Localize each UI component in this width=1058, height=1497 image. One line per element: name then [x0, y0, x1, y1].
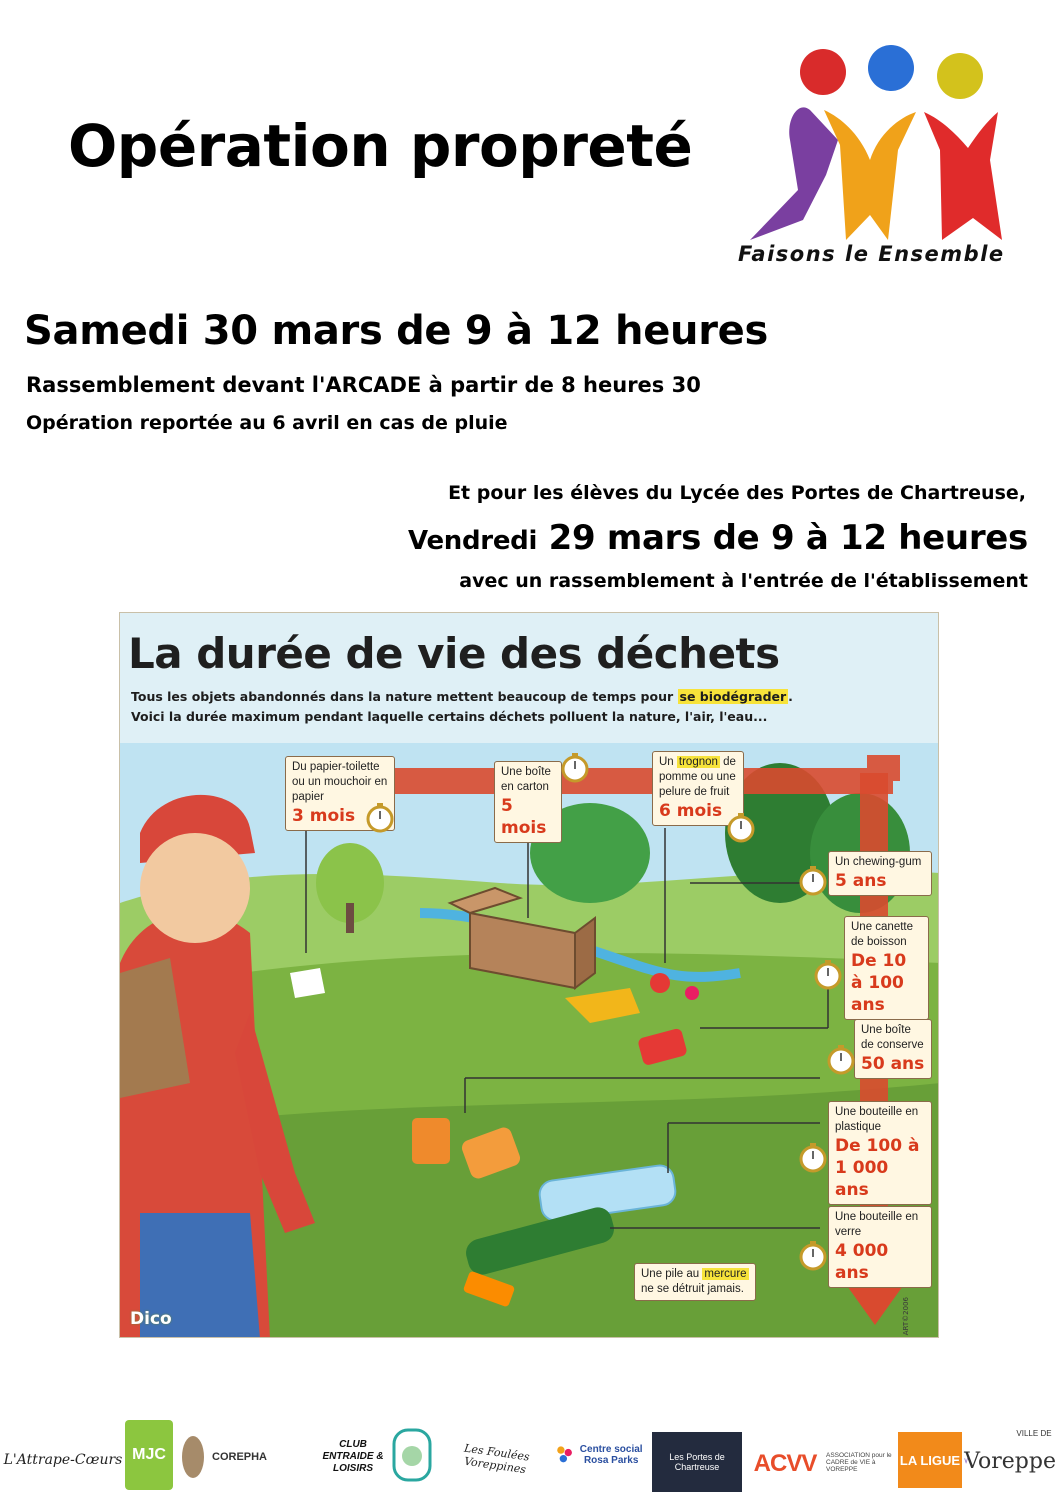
logo-red-figure [924, 112, 1002, 240]
sponsor-badge [390, 1426, 434, 1484]
card-bouteille-verre [828, 1206, 932, 1288]
card-chewing-gum [828, 851, 932, 896]
hands-icon [556, 1437, 574, 1473]
card-duration: 6 mois [659, 801, 723, 821]
card-text: Une bouteille en plastique [835, 1106, 919, 1133]
card-duration: De 10 à 100 ans [851, 951, 907, 1015]
card-text: Une boîte de conserve [861, 1024, 924, 1051]
sponsor-club-entraide: CLUB ENTRAIDE & LOISIRS [322, 1439, 384, 1474]
sponsor-centre-social-rosa-parks: Centre social Rosa Parks [556, 1432, 648, 1478]
card-duration: 5 ans [835, 871, 887, 891]
lycee-day: Vendredi [408, 526, 538, 556]
apple-core [650, 973, 670, 993]
sponsor-portes-chartreuse: Les Portes de Chartreuse [652, 1432, 742, 1492]
red-arrow-top [390, 768, 900, 781]
round-badge-icon [390, 1426, 434, 1484]
sponsor-association-cadre-vie: ASSOCIATION pour le CADRE de VIE à VOREPPE [826, 1451, 892, 1473]
tin-can-1 [412, 1118, 450, 1164]
card-duration: 3 mois [292, 806, 356, 826]
card-boite-carton [494, 761, 562, 843]
stopwatch-icon [813, 960, 843, 990]
logo-yellow-head [937, 53, 983, 99]
card-duration: 5 mois [501, 796, 547, 838]
logo-text: Faisons le Ensemble [738, 242, 1005, 266]
paper-tissues [290, 968, 325, 998]
sponsor-acvv: ACVV [753, 1450, 817, 1477]
event-rain-notice: Opération reportée au 6 avril en cas de pluie [26, 412, 508, 434]
card-duration: 4 000 ans [835, 1241, 889, 1283]
stopwatch-icon [798, 866, 828, 896]
sponsor-ville-de-label: VILLE DE [1016, 1428, 1052, 1438]
sponsor-corepha: COREPHA [180, 1432, 300, 1482]
sponsor-voreppe: Voreppe [964, 1432, 1056, 1490]
card-duration: De 100 à 1 000 ans [835, 1136, 920, 1200]
card-text-highlight: trognon [678, 756, 718, 768]
corepha-figure-icon [180, 1434, 206, 1480]
poster-title: La durée de vie des déchets [128, 629, 780, 678]
poster-intro-line1 [131, 689, 793, 704]
stopwatch-icon [798, 1241, 828, 1271]
stopwatch-icon [726, 813, 756, 843]
card-text-after: de pomme ou une pelure de fruit [659, 756, 736, 798]
poster-intro-line2: Voici la durée maximum pendant laquelle certains déchets polluent la nature, l'air, l'eau... [131, 709, 768, 724]
poster-credit: ART©2006 [902, 1297, 910, 1336]
card-text: Une canette de boisson [851, 921, 914, 948]
stopwatch-icon [826, 1045, 856, 1075]
card-battery-after: ne se détruit jamais. [641, 1283, 744, 1295]
card-text: Un chewing-gum [835, 856, 922, 868]
logo-red-head [800, 49, 846, 95]
sponsor-attrape-coeurs: L'Attrape-Cœurs [3, 1452, 123, 1468]
logo-blue-head [868, 45, 914, 91]
card-battery-highlight: mercure [704, 1268, 747, 1280]
sponsor-foulees-voreppines: Les Foulées Voreppines [463, 1441, 531, 1477]
boy-head [140, 833, 250, 943]
card-text: Une bouteille en verre [835, 1211, 919, 1238]
card-battery-before: Une pile au [641, 1268, 703, 1280]
lycee-gathering: avec un rassemblement à l'entrée de l'établissement [459, 570, 1028, 592]
sponsors-row [0, 1412, 1058, 1492]
page-title: Opération propreté [68, 112, 693, 180]
card-pile-mercure [634, 1263, 756, 1301]
waste-lifetime-poster [119, 612, 939, 1338]
card-duration: 50 ans [861, 1054, 925, 1074]
card-bouteille-plastique [828, 1101, 932, 1205]
logo-purple-figure [750, 107, 838, 240]
event-gathering: Rassemblement devant l'ARCADE à partir de 8 heures 30 [26, 373, 701, 397]
card-text: Une boîte en carton [501, 766, 551, 793]
lycee-date [408, 518, 1028, 558]
dico-brand: Dico [130, 1309, 172, 1329]
faisons-ensemble-logo [728, 40, 1028, 275]
stopwatch-icon [560, 753, 590, 783]
card-canette [844, 916, 929, 1020]
poster-intro1-highlight: se biodégrader [679, 689, 787, 704]
card-boite-conserve [854, 1019, 932, 1079]
stopwatch-icon [798, 1143, 828, 1173]
sponsor-mjc: MJC [125, 1420, 173, 1490]
stopwatch-icon [365, 803, 395, 833]
lycee-date-rest: 29 mars de 9 à 12 heures [548, 518, 1028, 558]
poster-intro1-before: Tous les objets abandonnés dans la nature mettent beaucoup de temps pour [131, 689, 678, 704]
lycee-intro: Et pour les élèves du Lycée des Portes de Chartreuse, [448, 482, 1026, 504]
card-text-before: Un [659, 756, 677, 768]
card-text: Du papier-toilette ou un mouchoir en papier [292, 761, 388, 803]
event-date: Samedi 30 mars de 9 à 12 heures [24, 308, 769, 354]
logo-orange-figure [824, 110, 916, 240]
sponsor-la-ligue: LA LIGUE [898, 1432, 962, 1488]
poster-intro1-after: . [788, 689, 793, 704]
